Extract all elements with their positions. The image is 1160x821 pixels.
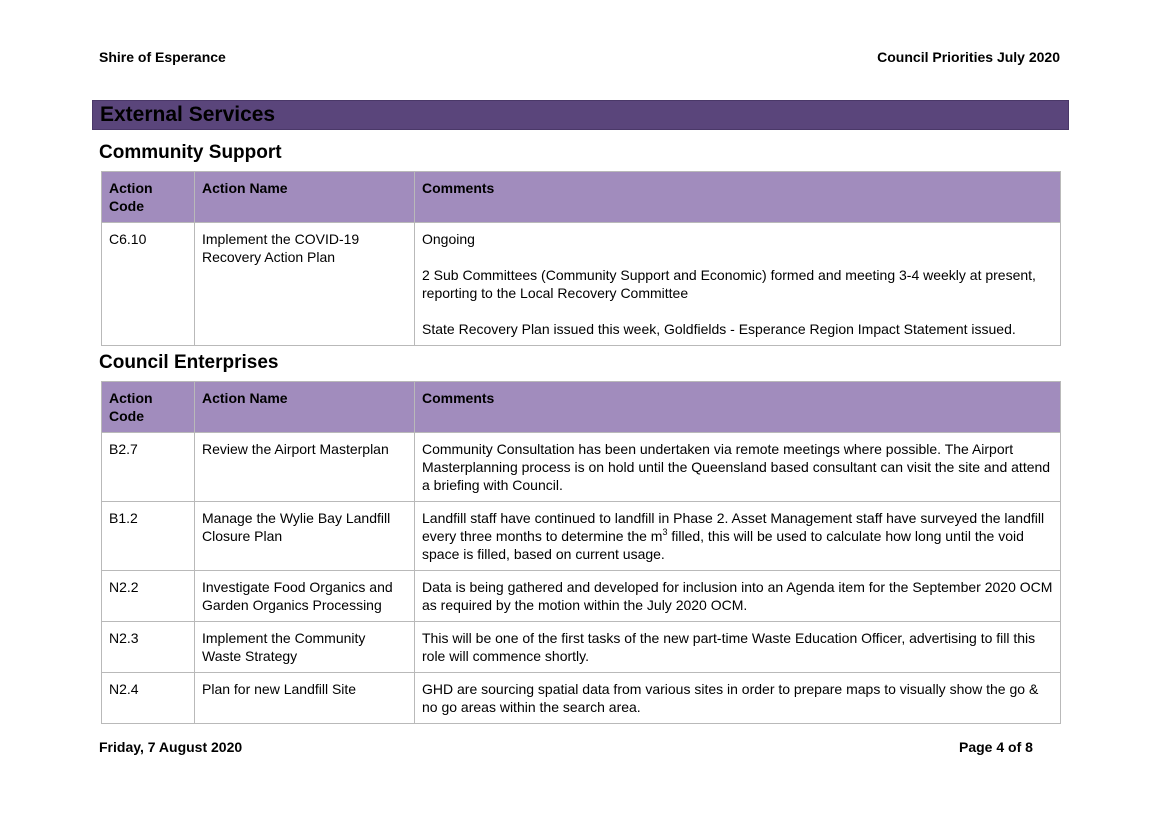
- action-name-cell: Manage the Wylie Bay Landfill Closure Plan: [195, 502, 415, 571]
- comment-paragraph: State Recovery Plan issued this week, Goldfields - Esperance Region Impact Statement issued.: [422, 321, 1016, 337]
- comments-cell: Data is being gathered and developed for inclusion into an Agenda item for the September 2020 OCM as required by the motion within the July 2020 OCM.: [415, 571, 1061, 622]
- table-row: [102, 571, 1061, 622]
- comments-cell: [415, 502, 1061, 571]
- page-header-org: Shire of Esperance: [99, 49, 226, 65]
- table-row: [102, 433, 1061, 502]
- comments-cell: [415, 223, 1061, 346]
- superscript: 3: [662, 527, 668, 537]
- table-row: [102, 223, 1061, 346]
- page-header-title: Council Priorities July 2020: [877, 49, 1060, 65]
- action-name-cell: Implement the Community Waste Strategy: [195, 622, 415, 673]
- community-support-table: [101, 171, 1061, 346]
- table-header-row: [102, 382, 1061, 433]
- table-header-row: [102, 172, 1061, 223]
- action-name-cell: Implement the COVID-19 Recovery Action Plan: [195, 223, 415, 346]
- table-row: [102, 673, 1061, 724]
- comment-paragraph: 2 Sub Committees (Community Support and Economic) formed and meeting 3-4 weekly at present, reporting to the Local Recovery Committee: [422, 267, 1036, 301]
- comments-cell: GHD are sourcing spatial data from various sites in order to prepare maps to visually show the go & no go areas within the search area.: [415, 673, 1061, 724]
- column-header-action-name: Action Name: [195, 172, 415, 223]
- community-support-heading: Community Support: [99, 142, 282, 163]
- council-enterprises-table: [101, 381, 1061, 724]
- footer-page-number: Page 4 of 8: [959, 739, 1033, 755]
- column-header-action-name: Action Name: [195, 382, 415, 433]
- banner-title: External Services: [100, 103, 276, 126]
- action-name-cell: Plan for new Landfill Site: [195, 673, 415, 724]
- comments-cell: Community Consultation has been undertaken via remote meetings where possible. The Airport Masterplanning process is on hold until the Queensland based consultant can visit the site and attend a briefing with Council.: [415, 433, 1061, 502]
- column-header-action-code: Action Code: [102, 382, 195, 433]
- section-banner: [92, 100, 1069, 130]
- column-header-comments: Comments: [415, 382, 1061, 433]
- comment-text: filled, this will be used to calculate how long until the void space is filled, based on current usage.: [422, 528, 1024, 562]
- column-header-action-code: Action Code: [102, 172, 195, 223]
- action-code-cell: N2.2: [102, 571, 195, 622]
- action-code-cell: N2.4: [102, 673, 195, 724]
- action-code-cell: C6.10: [102, 223, 195, 346]
- table-row: [102, 502, 1061, 571]
- action-code-cell: B1.2: [102, 502, 195, 571]
- action-name-cell: Investigate Food Organics and Garden Organics Processing: [195, 571, 415, 622]
- comments-cell: This will be one of the first tasks of the new part-time Waste Education Officer, advertising to fill this role will commence shortly.: [415, 622, 1061, 673]
- action-code-cell: N2.3: [102, 622, 195, 673]
- table-row: [102, 622, 1061, 673]
- comment-paragraph: Ongoing: [422, 231, 475, 247]
- column-header-comments: Comments: [415, 172, 1061, 223]
- action-name-cell: Review the Airport Masterplan: [195, 433, 415, 502]
- council-enterprises-heading: Council Enterprises: [99, 352, 279, 373]
- action-code-cell: B2.7: [102, 433, 195, 502]
- footer-date: Friday, 7 August 2020: [99, 739, 243, 755]
- comment-text: Landfill staff have continued to landfill in Phase 2. Asset Management staff have surveyed the landfill every three months to determine the m: [422, 510, 1045, 544]
